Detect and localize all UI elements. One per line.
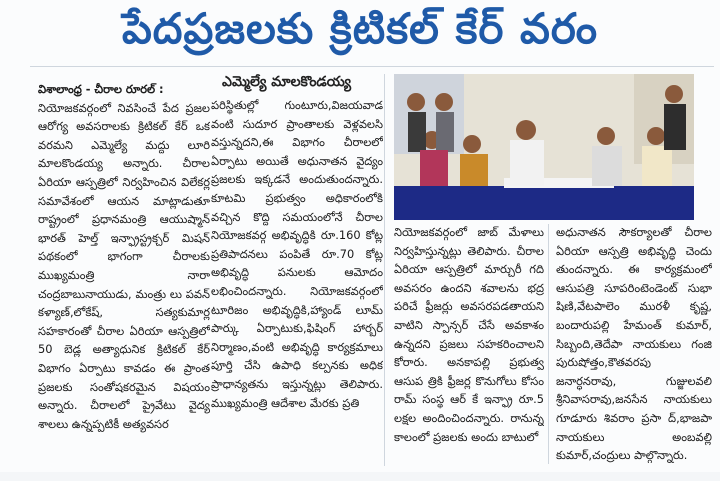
dateline: విశాలాంధ్ర - చీరాల రూరల్ :: [38, 82, 164, 96]
column-4-text: అధునాతన సౌకర్యాలతో చీరాల ఏరియా ఆస్పత్రి అభివృద్ధి చెందు తుందన్నారు. ఈ కార్యక్రమంలో ఆసుపత్రి సూపరింటెండెంట్ సుభా షిణి,వేటపాలెం మురళీ కృష్ణ, బందారుపల్లి హేమంత్ కుమార్, సిబ్బంది,తెదేపా నాయకులు గంజి పురుషోత్తం,కౌతవరపు జనార్ధనరావు, గుజ్జులవలి శ్రీనివాసరావు,జనసేన నాయకులు గూడూరు శివరాం ప్రసా ద్,భాజపా నాయకులు అంబవల్లి కుమార్,చంద్రులు పాల్గొన్నారు.: [556, 225, 712, 463]
headline: పేదప్రజలకు క్రిటికల్ కేర్ వరం: [121, 4, 599, 53]
column-1-text: నియోజకవర్గంలో నివసించే పేద ప్రజల ఆరోగ్య అవసరాలకు క్రిటికల్ కేర్ ఒక వరమని ఎమ్మెల్యే మద్దు లూరి మాలకొండయ్య అన్నారు. చీరాల ఏరియా ఆస్పత్రిలో నిర్వహించిన విలేకర్ల సమావేశంలో ఆయన మాట్లాడుతూ రాష్ట్రంలో ప్రధానమంత్రి ఆయుష్మాన్ భారత్ హెల్త్ ఇన్ఫ్రాస్ట్రక్చర్ మిషన్ పథకంలో భాగంగా చీరాలకు ముఖ్యమంత్రి నారా చంద్రబాబునాయుడు, మంత్రు లు పవన్ కళ్యాణ్,లోకేష్, సత్యకుమార్ల సహకారంతో చీరాల ఏరియా ఆస్పత్రిలో 50 బెడ్ల అత్యాధునిక క్రిటికల్ కేర్ విభాగం ఏర్పాటు కావడం ఈ ప్రాంత ప్రజలకు సంతోషకరమైన విషయం అన్నారు. చీరాలలో ప్రైవేటు వైద్య శాలలు ఉన్నప్పటికీ అత్యవసర: [38, 100, 210, 431]
article-column-3: [394, 223, 544, 463]
column-3-text: నియోజకవర్గంలో జాబ్ మేళాలు నిర్వహిస్తున్నట్లు తెలిపారు. చీరాల ఏరియా ఆస్పత్రిలో మార్చురీ గది అవసరం ఉందని శవాలను భద్ర పరిచే ఫ్రీజర్లు అవసరపడతాయని వాటిని స్పాన్సర్ చేసే అవకాశం ఉన్నదని ప్రజలు సహకరించాలని కోరారు. అనకాపల్లి ప్రభుత్వ ఆసుప త్రికి ఫ్రీజర్ల కొనుగోలు కోసం రామ్ సంస్థ ఆర్ కే ఇన్ఫ్రా రూ.5 లక్షల అందించిందన్నారు. రానున్న కాలంలో ప్రజలకు అందు బాటులో: [394, 225, 544, 444]
subhead: ఎమ్మెల్యే మాలకొండయ్య: [222, 74, 352, 90]
column-rule-1: [384, 74, 385, 466]
article-column-2: [211, 96, 383, 481]
column-rule-2: [548, 224, 549, 464]
article-column-1: [38, 80, 210, 465]
column-2-text: పరిస్థితుల్లో గుంటూరు,విజయవాడ వంటి సుదూర ప్రాంతాలకు వెళ్లవలసి వస్తున్నదని,ఈ విభాగం చీరాలలో ఏర్పాటు అయితే అధునాతన వైద్యం ప్రజలకు ఇక్కడనే అందుతుందన్నారు. కూటమి ప్రభుత్వం అధికారంలోకి వచ్చిన కొద్ది సమయంలోనే చీరాల నియోజకవర్గ అభివృద్ధికి రూ.160 కోట్ల ప్రతిపాదనలు పంపితే రూ.70 కోట్ల అభివృద్ధి పనులకు ఆమోదం లభించిందన్నారు. నియోజకవర్గంలో టూరిజం అభివృద్ధికి,హ్యాండ్ లూమ్ పార్కు ఏర్పాటుకు,ఫిషింగ్ హార్బర్ నిర్మాణం,వంటి అభివృద్ధి కార్యక్రమాలు పూర్తి చేసి ఉపాధి కల్పనకు అధిక ప్రాధాన్యతను ఇస్తున్నట్లు తెలిపారు. ముఖ్యమంత్రి ఆదేశాల మేరకు ప్రతి: [211, 98, 383, 410]
photo-illustration: [394, 74, 694, 220]
headline-rule: [30, 66, 714, 67]
article-column-4: [556, 223, 712, 463]
press-meet-photo: [394, 74, 694, 220]
